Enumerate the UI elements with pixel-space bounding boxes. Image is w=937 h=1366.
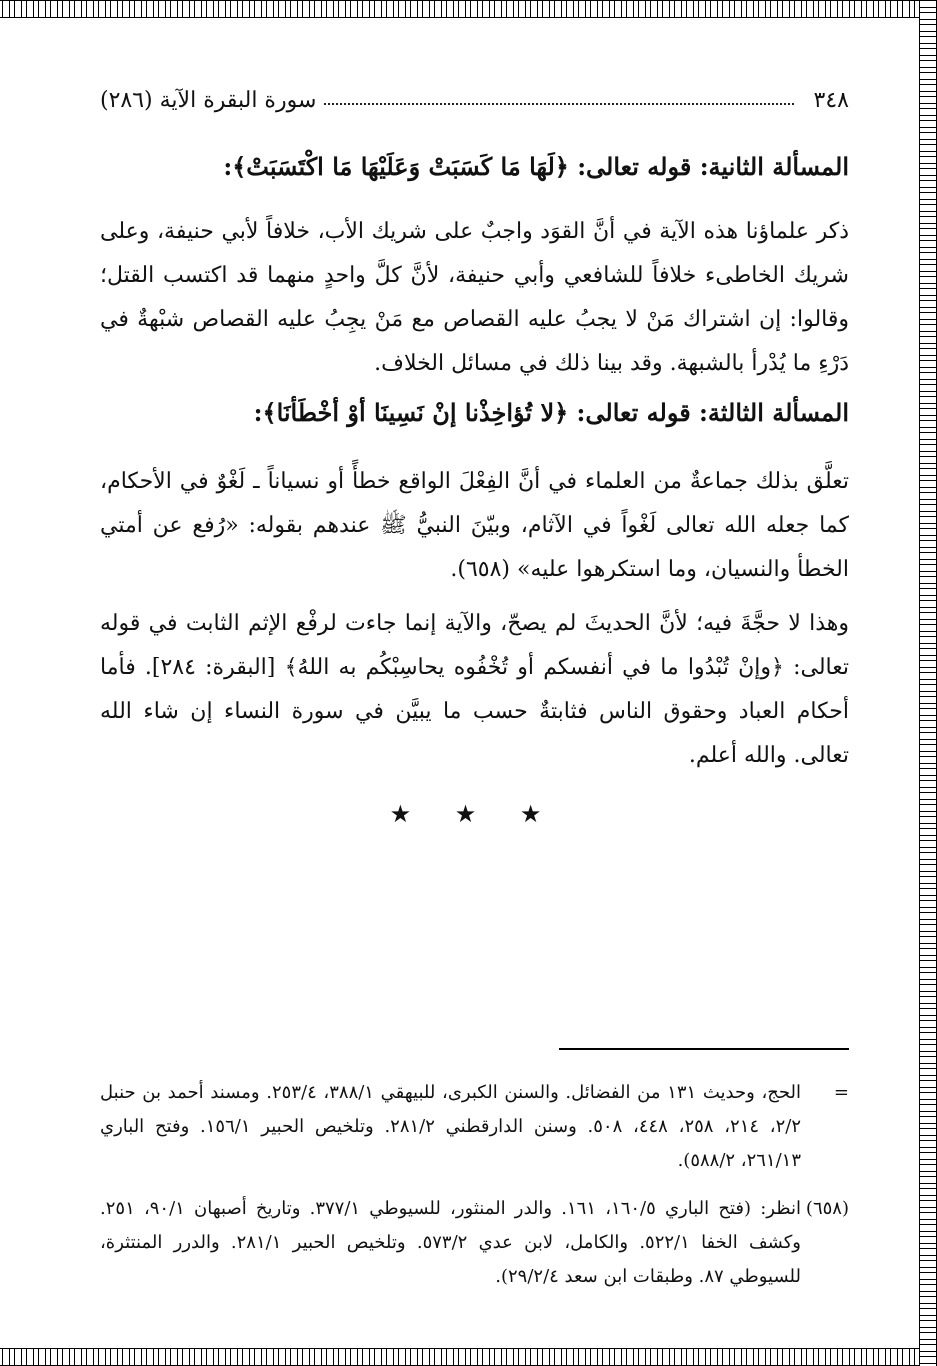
paragraph-2: تعلَّق بذلك جماعةٌ من العلماء في أنَّ الفِعْلَ الواقع خطأً أو نسياناً ـ لَغْوٌ في الأحكام، كما جعله الله تعالى لَغْواً في الآثام، وبيّنَ النبيُّ ﷺ عندهم بقوله: «رُفع عن أمتي الخطأ والنسيان، وما استكرهوا عليه» (٦٥٨). [100,469,849,582]
section-heading-second-issue: المسألة الثانية: قوله تعالى: ﴿لَهَا مَا كَسَبَتْ وَعَلَيْهَا مَا اكْتَسَبَتْ﴾: [223,152,849,181]
bottom-ornamental-border [0,1348,937,1366]
footnote-marker: (٦٥٨) [805,1198,849,1219]
paragraph-1: ذكر علماؤنا هذه الآية في أنَّ القوَد واجبٌ على شريك الأب، خلافاً لأبي حنيفة، وعلى شريك الخاطىء خلافاً للشافعي وأبي حنيفة، لأنَّ كلَّ واحدٍ منهما قد اكتسب القتل؛ وقالوا: إن اشتراك مَنْ لا يجبُ عليه القصاص مع مَنْ يجِبُ عليه القصاص شبْهةٌ في دَرْءِ ما يُدْرأ بالشبهة. وقد بينا ذلك في مسائل الخلاف. [100,219,849,376]
page-number: ٣٤٨ [813,87,849,113]
section-divider-stars: ★ ★ ★ [389,800,560,828]
footnote-continued [100,1076,849,1178]
footnote-separator-rule [559,1048,849,1050]
header-dotted-leader [324,103,793,105]
footnote-658 [100,1192,849,1294]
footnote-text: الحج، وحديث ١٣١ من الفضائل. والسنن الكبرى، للبيهقي ٣٨٨/١، ٢٥٣/٤. ومسند أحمد بن حنبل ٢/٢، ٢١٤، ٢٥٨، ٤٤٨، ٥٠٨. وسنن الدارقطني ٢٨١/٢. وتلخيص الحبير ١٥٦/١. وفتح الباري ٢٦١/١٣، ٥٨٨/٢). [100,1082,802,1171]
top-ornamental-border [0,0,937,18]
footnote-text: انظر: (فتح الباري ١٦٠/٥، ١٦١. والدر المنثور، للسيوطي ٣٧٧/١. وتاريخ أصبهان ٩٠/١، ٢٥١. وكشف الخفا ٥٢٢/١. والكامل، لابن عدي ٥٧٣/٢. وتلخيص الحبير ٢٨١/١. والدرر المنتثرة، للسيوطي ٨٧. وطبقات ابن سعد ٢٩/٢/٤). [100,1198,801,1287]
paragraph-3: وهذا لا حجَّةَ فيه؛ لأنَّ الحديثَ لم يصحّ، والآية إنما جاءت لرفْع الإثم الثابت في قوله تعالى: ﴿وإنْ تُبْدُوا ما في أنفسكم أو تُخْفُوه يحاسِبْكُم به اللهُ﴾ [البقرة: ٢٨٤]. فأما أحكام العباد وحقوق الناس فثابتةٌ حسب ما يبيَّن في سورة النساء إن شاء الله تعالى. والله أعلم. [100,611,849,768]
footnote-marker: = [833,1082,849,1103]
section-heading-third-issue: المسألة الثالثة: قوله تعالى: ﴿لا تُؤاخِذْنا إنْ نَسِينَا أوْ أخْطَأنَا﴾: [253,398,849,427]
page-header [100,80,849,120]
running-title: سورة البقرة الآية (٢٨٦) [100,87,317,113]
right-ornamental-border [919,0,937,1366]
